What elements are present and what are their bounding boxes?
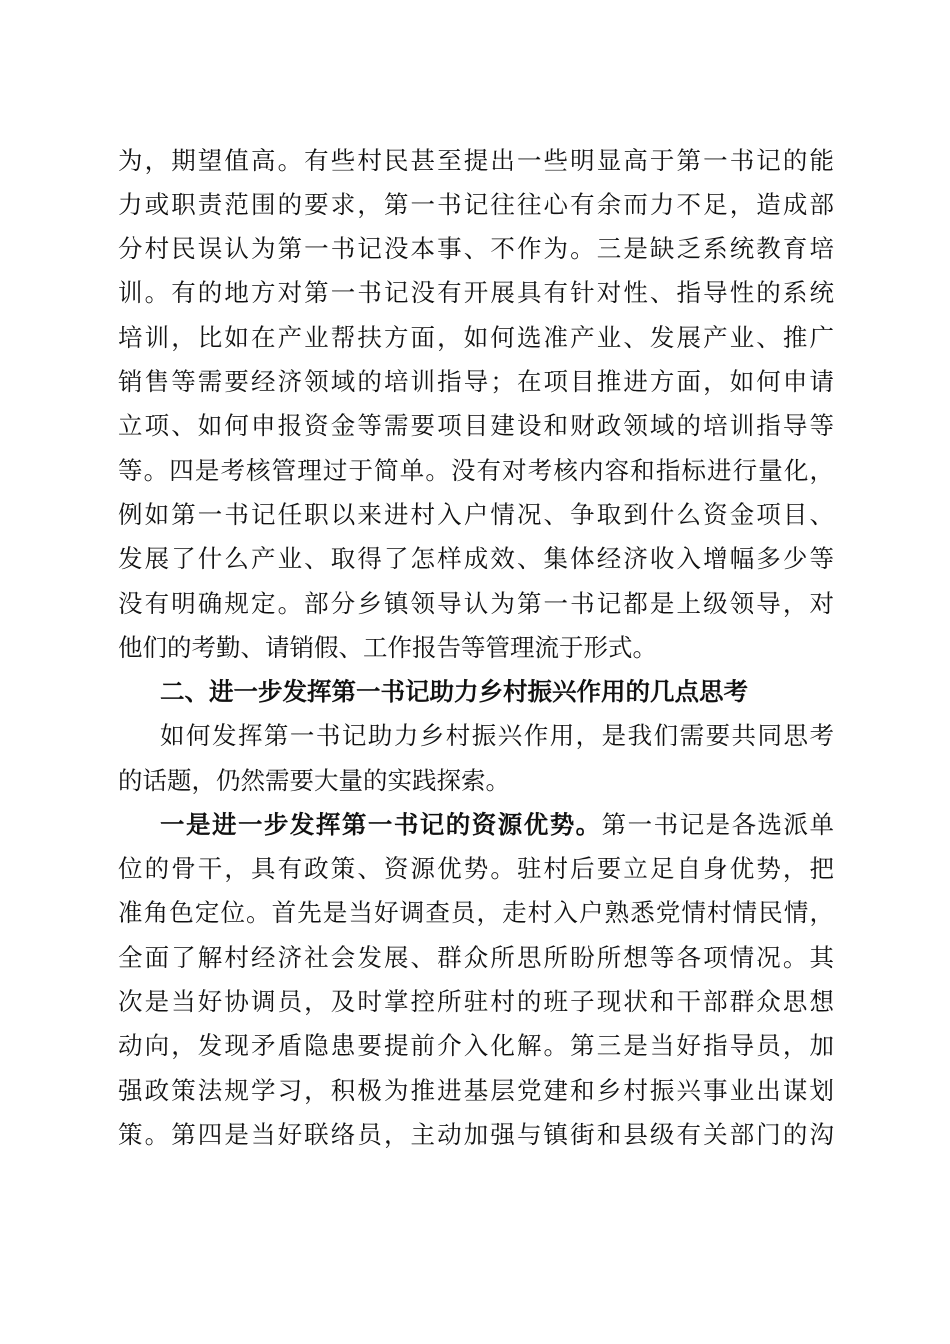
point-one-text: 第一书记是各选派单 [601, 810, 835, 839]
tail-line-2: 准角色定位。首先是当好调查员，走村入户熟悉党情村情民情， [118, 898, 834, 927]
body-line-10: 发展了什么产业、取得了怎样成效、集体经济收入增幅多少等 [118, 544, 834, 573]
intro-line-1: 如何发挥第一书记助力乡村振兴作用，是我们需要共同思考 [160, 721, 834, 750]
body-line-7: 立项、如何申报资金等需要项目建设和财政领域的培训指导等 [118, 411, 834, 440]
intro-line-2: 的话题，仍然需要大量的实践探索。 [118, 766, 510, 795]
tail-line-5: 动向，发现矛盾隐患要提前介入化解。第三是当好指导员，加 [118, 1031, 834, 1060]
body-line-5: 培训，比如在产业帮扶方面，如何选准产业、发展产业、推广 [118, 323, 834, 352]
tail-line-3: 全面了解村经济社会发展、群众所思所盼所想等各项情况。其 [118, 943, 834, 972]
tail-line-7: 策。第四是当好联络员，主动加强与镇街和县级有关部门的沟 [118, 1120, 834, 1149]
body-line-9: 例如第一书记任职以来进村入户情况、争取到什么资金项目、 [118, 500, 834, 529]
body-line-8: 等。四是考核管理过于简单。没有对考核内容和指标进行量化， [118, 456, 834, 485]
body-line-4: 训。有的地方对第一书记没有开展具有针对性、指导性的系统 [118, 278, 834, 307]
body-line-12: 他们的考勤、请销假、工作报告等管理流于形式。 [118, 633, 657, 662]
body-line-11: 没有明确规定。部分乡镇领导认为第一书记都是上级领导，对 [118, 589, 834, 618]
body-line-1: 为，期望值高。有些村民甚至提出一些明显高于第一书记的能 [118, 146, 834, 175]
tail-line-6: 强政策法规学习，积极为推进基层党建和乡村振兴事业出谋划 [118, 1076, 834, 1105]
tail-line-1: 位的骨干，具有政策、资源优势。驻村后要立足自身优势，把 [118, 854, 834, 883]
section-heading: 二、进一步发挥第一书记助力乡村振兴作用的几点思考 [160, 677, 748, 706]
tail-line-4: 次是当好协调员，及时掌控所驻村的班子现状和干部群众思想 [118, 987, 834, 1016]
body-line-3: 分村民误认为第一书记没本事、不作为。三是缺乏系统教育培 [118, 234, 834, 263]
body-line-2: 力或职责范围的要求，第一书记往往心有余而力不足，造成部 [118, 190, 834, 219]
point-one-line [160, 807, 834, 843]
body-line-6: 销售等需要经济领域的培训指导；在项目推进方面，如何申请 [118, 367, 834, 396]
point-one-title: 一是进一步发挥第一书记的资源优势。 [160, 810, 602, 839]
